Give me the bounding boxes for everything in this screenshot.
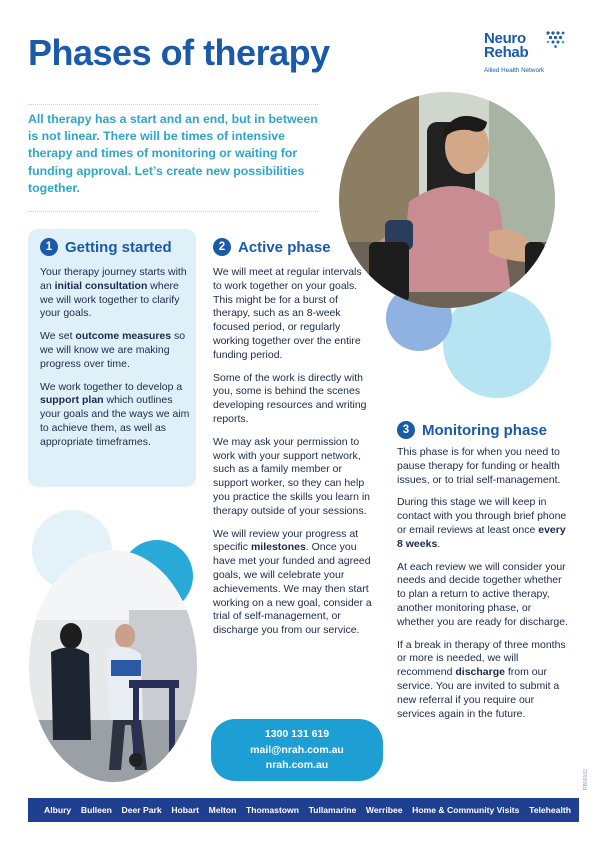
logo-line1: Neuro [484,30,526,47]
phase2-heading [213,238,331,256]
contact-details [211,719,383,781]
locations-footer [28,798,579,822]
website-link[interactable]: nrah.com.au [265,759,329,771]
phase2-paragraph: We will review your progress at specific milestones. Once you have met your funded and agreed goals, we will celebrate your achievements. We may then start working on a new goal, consider a trial of self-management, or discharge you from our service. [213,527,372,637]
dot-cluster-icon [544,30,566,50]
phase2-title: Active phase [238,238,331,256]
footer-location: Albury [44,805,72,815]
logo-tagline: Allied Health Network [484,67,545,74]
footer-location: Thomastown [246,805,299,815]
neurorehab-logo [484,30,580,80]
page-title: Phases of therapy [28,32,330,73]
phase1-paragraph: Your therapy journey starts with an initial consultation where we will work together to clarify your goals. [40,266,187,320]
footer-location: Hobart [171,805,200,815]
footer-location: Deer Park [121,805,162,815]
step-number-badge: 1 [40,238,58,256]
phase1-heading [40,238,172,256]
phase1-title: Getting started [65,238,172,256]
footer-location: Tullamarine [308,805,357,815]
intro-text: All therapy has a start and an end, but in between is not linear. There will be times of intensive therapy and times of monitoring or waiting for funding approval. Let’s create new possibilities together. [28,112,318,195]
footer-location: Bulleen [80,805,112,815]
footer-location: Telehealth [529,805,571,815]
email-link[interactable]: mail@nrah.com.au [250,743,344,756]
phase3-title: Monitoring phase [422,421,547,439]
phase2-paragraph: We may ask your permission to work with your support network, such as a family member or support worker, so they can help you practice the skills you learn in therapy outside of your sessions. [213,435,370,517]
footer-location: Home & Community Visits [412,805,520,815]
step-number-badge: 2 [213,238,231,256]
walking-frame-photo [29,550,197,782]
phase3-paragraph: If a break in therapy of three months or more is needed, we will recommend discharge from our service. You are invited to submit a new referral if you require our services again in the future. [397,638,566,720]
logo-line2: Rehab [484,44,529,61]
phase2-paragraph: Some of the work is directly with you, some is behind the scenes developing resources and writing reports. [213,371,367,425]
phase3-paragraph: During this stage we will keep in contact with you through brief phone or email reviews at least once every 8 weeks. [397,496,567,550]
phase3-heading [397,421,547,439]
phase2-body [213,266,373,647]
phone-number[interactable]: 1300 131 619 [264,728,330,740]
divider [28,104,318,105]
divider [28,211,318,212]
footer-location: Melton [208,805,237,815]
phase3-paragraph: This phase is for when you need to pause therapy for funding or health issues, or to trial self-management. [397,446,561,486]
document-code: RB00102 [583,769,589,790]
phase1-paragraph: We set outcome measures so we will know we are making progress over time. [40,330,186,370]
phase1-body [40,266,190,459]
phase3-body [397,446,569,730]
phase1-paragraph: We work together to develop a support plan which outlines your goals and the ways we aim to achieve them, as well as appropriate timeframes. [40,380,190,448]
phase3-paragraph: At each review we will consider your needs and decide together whether to plan a return to active therapy, another monitoring phase, or whether you are ready for discharge. [397,560,569,628]
phase2-paragraph: We will meet at regular intervals to work together on your goals. This might be for a burst of therapy, such as an 8-week focused period, or regularly working together over the entire funding period. [213,266,362,361]
footer-location: Werribee [365,805,403,815]
step-number-badge: 3 [397,421,415,439]
